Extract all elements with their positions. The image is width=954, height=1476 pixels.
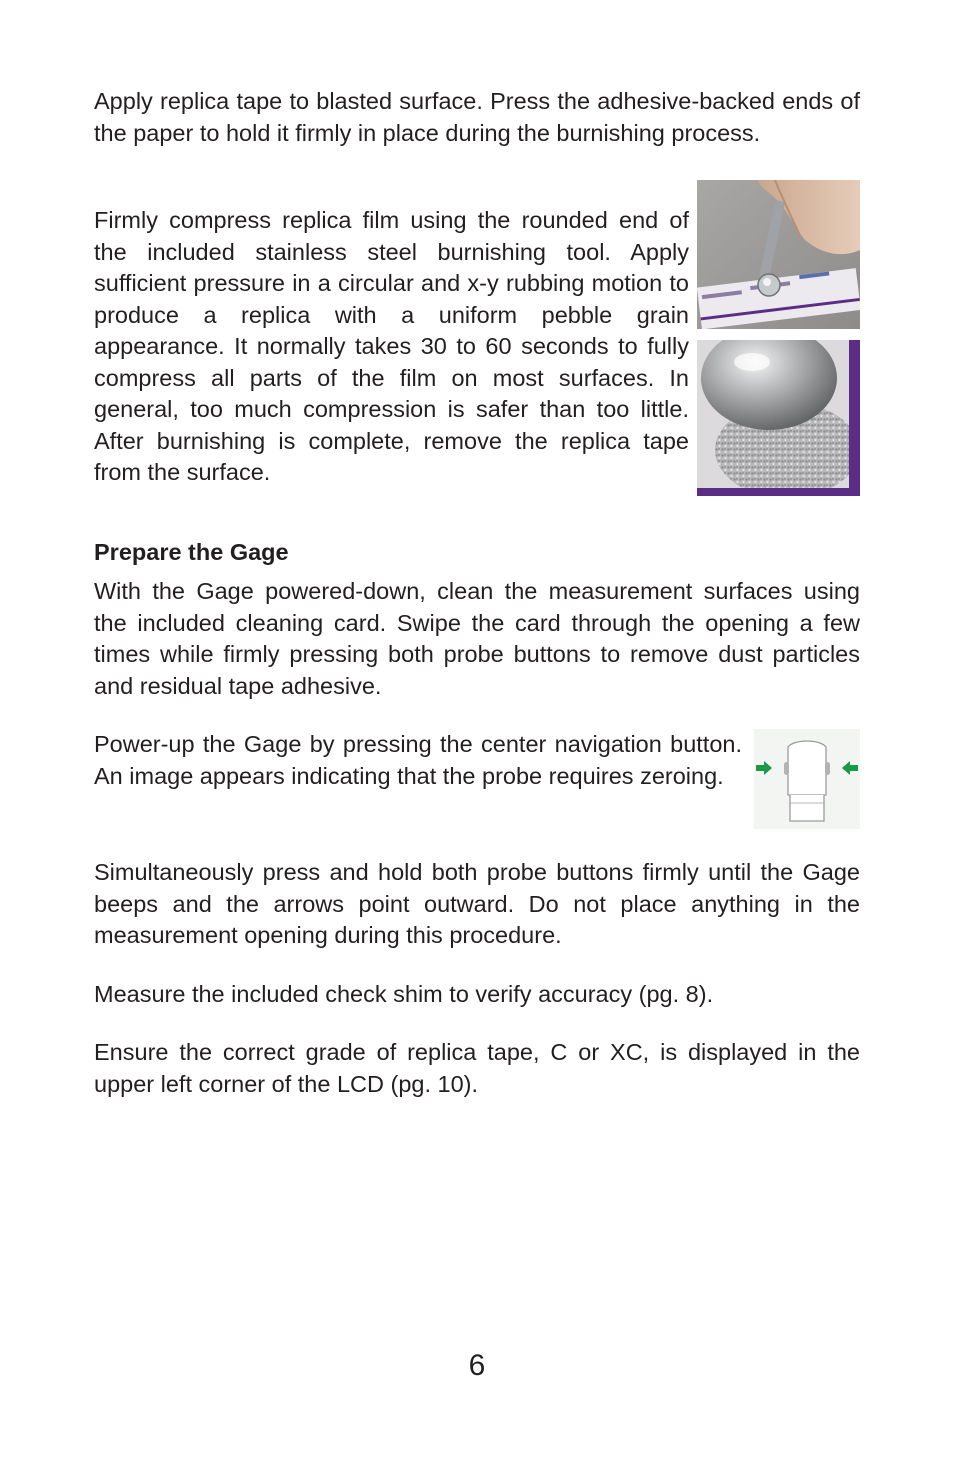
paragraph-power-up: Power-up the Gage by pressing the center navigation button. An image appears indicating that the probe requires zeroing. <box>94 731 742 789</box>
burnishing-tool-photo <box>697 180 860 329</box>
replica-grain-photo <box>697 340 860 496</box>
page-content <box>94 86 860 1100</box>
paragraph-check-shim: Measure the included check shim to verify accuracy (pg. 8). <box>94 980 714 1007</box>
page-number: 6 <box>468 1349 486 1382</box>
section-heading: Prepare the Gage <box>94 539 289 565</box>
paragraph-grade: Ensure the correct grade of replica tape, C or XC, is displayed in the upper left corner of the LCD (pg. 10). <box>94 1039 860 1097</box>
probe-zero-arrows-icon <box>754 729 860 829</box>
paragraph-burnish: Firmly compress replica film using the rounded end of the included stainless steel burnishing tool. Apply sufficient pressure in a circular and x-y rubbing motion to produce a replica with a uniform pebble grain appearance. It normally takes 30 to 60 seconds to fully compress all parts of the film on most surfaces. In general, too much compression is safer than too little. After burnishing is complete, remove the replica tape from the surface. <box>94 207 689 485</box>
paragraph-apply-tape: Apply replica tape to blasted surface. Press the adhesive-backed ends of the paper to hold it firmly in place during the burnishing process. <box>94 88 860 146</box>
powerup-section <box>94 729 860 830</box>
burnish-section <box>94 180 860 498</box>
paragraph-zero: Simultaneously press and hold both probe buttons firmly until the Gage beeps and the arrows point outward. Do not place anything in the measurement opening during this procedure. <box>94 859 860 948</box>
paragraph-clean: With the Gage powered-down, clean the measurement surfaces using the included cleaning card. Swipe the card through the opening a few times while firmly pressing both probe buttons to remove dust particles and residual tape adhesive. <box>94 578 860 699</box>
